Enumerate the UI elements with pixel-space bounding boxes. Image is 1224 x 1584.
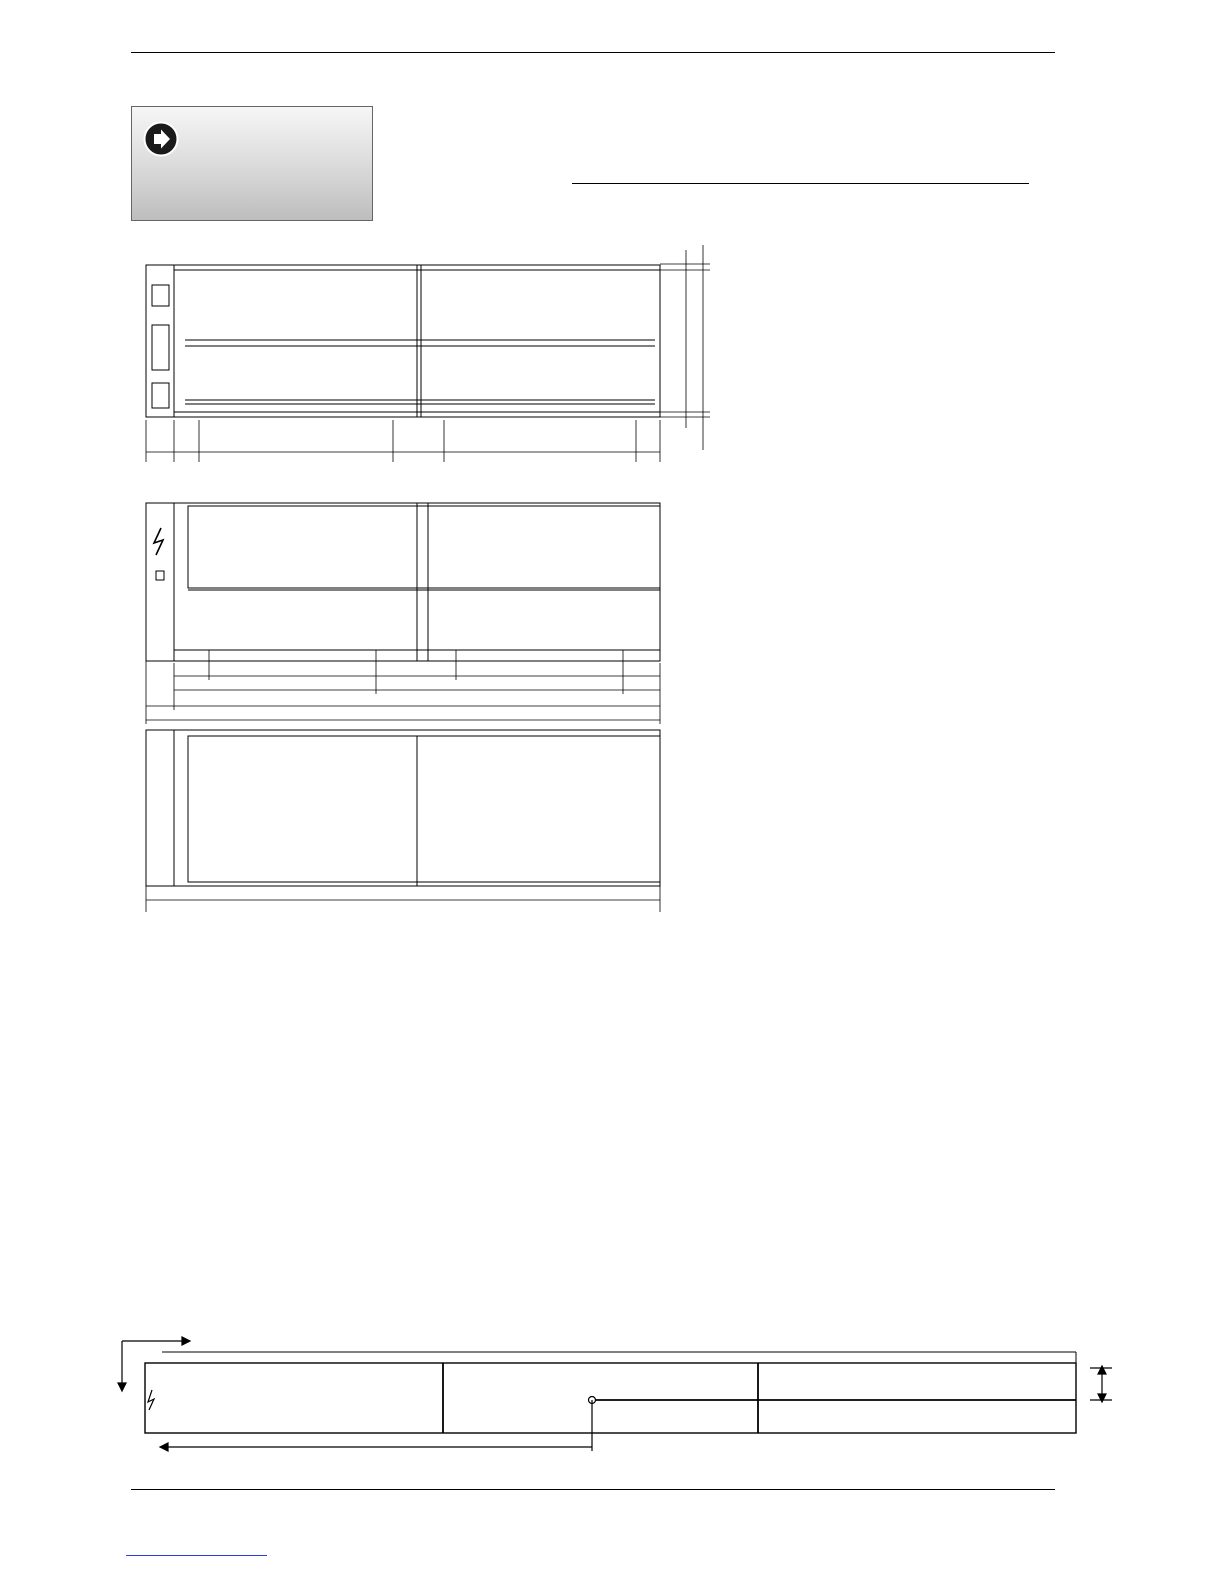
footer-link-underline[interactable] bbox=[126, 1555, 267, 1556]
anchor-plan-axis-arrows bbox=[118, 1337, 1112, 1451]
high-voltage-icon bbox=[148, 1390, 154, 1410]
bottom-rule bbox=[131, 1489, 1055, 1490]
